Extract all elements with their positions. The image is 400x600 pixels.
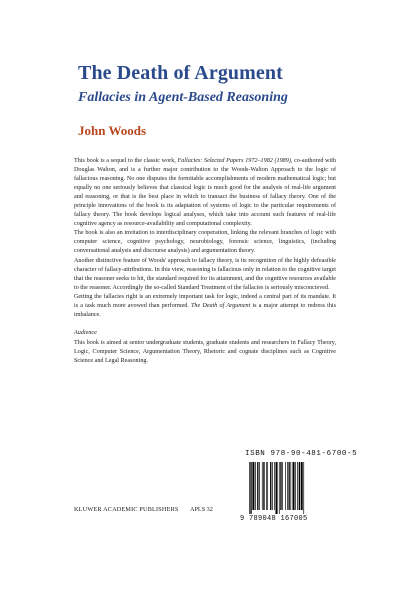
publisher-name: KLUWER ACADEMIC PUBLISHERS xyxy=(74,506,179,513)
barcode-bar xyxy=(280,462,281,510)
barcode-bar xyxy=(297,462,298,510)
description-paragraph-1 xyxy=(74,157,336,229)
barcode-bar xyxy=(257,462,258,510)
barcode-bar xyxy=(301,462,303,510)
description-paragraph-3: Another distinctive feature of Woods' approach to fallacy theory, is its recognition of the highly defeasible character of fallacy-attributions. In this view, reasoning is fallacious only in relation to the cognitive target that the reasoner seeks to hit, the standard required for its attainment, and the cognitive resources available to the reasoner. Accordingly the so-called Standard Treatment of the fallacies is seriously misconcieved. xyxy=(74,257,336,291)
description-paragraph-2: The book is also an invitation to interdisciplinary cooperation, linking the relevant branches of logic with computer science, cognitive psychology, neurobiology, forensic science, linguistics, (including conversational analysis and discourse analysis) and argumentation theory. xyxy=(74,230,336,255)
barcode-bar xyxy=(259,462,260,510)
barcode-bar xyxy=(272,462,273,510)
book-title-italic: The Death of Argument xyxy=(190,302,251,309)
barcode-bar xyxy=(299,462,300,510)
book-title: The Death of Argument xyxy=(78,62,283,84)
barcode-bar xyxy=(285,462,286,510)
description-p4-text-a: Getting the fallacies right is an extremely important task for logic, indeed a central part of its mandate. It is a task much more avowed than performed. xyxy=(74,293,336,309)
barcode-bar xyxy=(295,462,296,510)
cited-work-title: Fallacies: Selected Papers 1972–1982 (1989) xyxy=(177,158,291,164)
isbn-label: ISBN 978-90-481-6700-5 xyxy=(245,450,358,458)
audience-text: This book is aimed at senior undergraduate students, graduate students and researchers in Fallacy Theory, Logic, Computer Science, Argumentation Theory, Rhetoric and cognate disciplines such as Cognitive Science and Legal Reasoning. xyxy=(74,339,336,364)
barcode-bar xyxy=(274,462,275,510)
description-block xyxy=(74,157,336,366)
description-paragraph-4 xyxy=(74,293,336,320)
barcode-bar xyxy=(249,462,250,514)
barcode-bar xyxy=(293,462,295,510)
description-p1-text-a: This book is a sequel to the classic work, xyxy=(74,158,178,164)
book-subtitle: Fallacies in Agent-Based Reasoning xyxy=(78,90,288,105)
barcode-bar xyxy=(263,462,264,510)
audience-heading: Audience xyxy=(74,329,97,336)
description-p1-text-b: , co-authored with Douglas Walton, and is a further major contribution to the Woods-Walton Approach to the logic of fallacious reasoning. No one disputes the formitable accomplishments of modern mathematical logic; but equally no one seriously believes that classical logic is much good for the analysis of real-life argument and reasoning, or that is the best place in which to transact the business of fallacy theory. One of the principle innovations of the book is its adaptation of systems of logic to the particular requirements of fallacy theory. The book develops logical analyses, which take into account such features of real-life cognitive agency as resource-availability and computational complexity. xyxy=(74,158,336,228)
series-code: APLS 32 xyxy=(190,506,213,513)
description-p4-text-b: is a major attempt to redress this imbalance. xyxy=(74,302,337,318)
barcode-bar xyxy=(267,462,268,510)
barcode-bar xyxy=(287,462,288,510)
barcode-bar xyxy=(276,462,278,514)
barcode-bar xyxy=(290,462,291,510)
barcode-bar xyxy=(303,462,304,514)
barcode-bar xyxy=(255,462,256,510)
barcode-digits: 9 789048 167005 xyxy=(240,515,308,523)
barcode-bar xyxy=(270,462,271,510)
isbn-barcode xyxy=(247,462,335,514)
barcode-bar xyxy=(250,462,251,514)
barcode-bar xyxy=(266,462,267,510)
barcode-bar xyxy=(282,462,283,510)
barcode-bar xyxy=(262,462,263,510)
book-author: John Woods xyxy=(78,123,147,138)
barcode-bar xyxy=(252,462,254,510)
barcode-bar xyxy=(288,462,289,510)
barcode-bar xyxy=(279,462,280,514)
